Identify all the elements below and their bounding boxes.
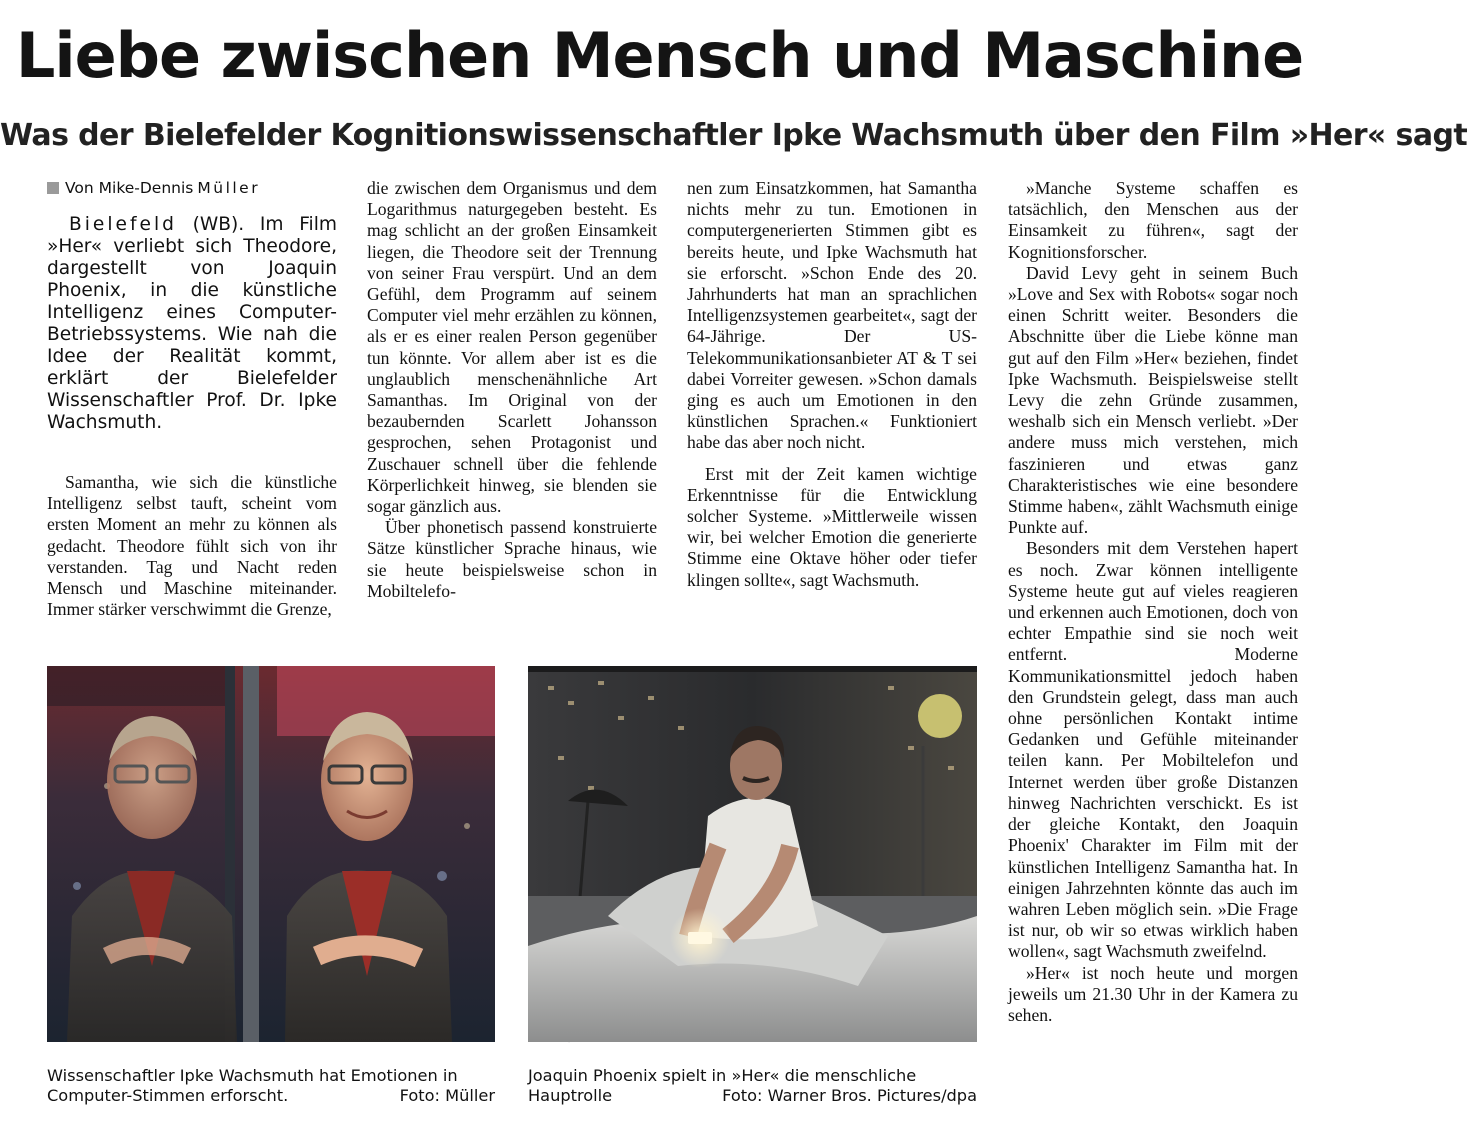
byline-square-icon: [47, 182, 59, 194]
photo-wachsmuth: [47, 666, 495, 1042]
column-1: [47, 472, 337, 620]
byline-prefix: Von Mike-Dennis: [65, 179, 194, 197]
column-3-paragraph-2: Erst mit der Zeit kamen wichtige Erkenntnisse für die Entwicklung solcher Systeme. »Mittlerweile wissen wir, bei welcher Emotion die generierte Stimme eine Oktave höher oder tiefer klingen sollte«, sagt Wachsmuth.: [687, 463, 977, 590]
caption-right-credit: Foto: Warner Bros. Pictures/dpa: [722, 1086, 977, 1105]
column-4-paragraph-3: Besonders mit dem Verstehen hapert es noch. Zwar können intelligente Systeme heute gut auf vieles reagieren und erkennen auch Emotionen, doch von echter Empathie sind sie noch weit entfernt. Moderne Kommunikationsmittel jedoch haben den Grundstein gelegt, dass man auch ohne persönlichen Kontakt intime Gedanken und Gefühle miteinander teilen kann. Per Mobiltelefon und Internet werden über große Distanzen hinweg Nachrichten verschickt. Es ist der gleiche Kontakt, den Joaquin Phoenix' Charakter im Film mit der künstlichen Intelligenz Samantha hat. In einigen Jahrzehnten könnte das auch im wahren Leben möglich sein. »Die Frage ist nur, ob wir so etwas wirklich haben wollen«, sagt Wachsmuth zweifelnd.: [1008, 538, 1298, 962]
column-2-paragraph-1: die zwischen dem Organismus und dem Logarithmus naturgegeben besteht. Es mag schlicht an der großen Einsamkeit liegen, die Theodore seit der Trennung von seiner Frau verspürt. Und an dem Gefühl, dem Programm auf seinem Computer viel mehr erzählen zu können, als er es einer realen Person gegenüber tun könnte. Vor allem aber ist es die unglaublich menschenähnliche Art Samanthas. Im Original von der bezaubernden Scarlett Johansson gesprochen, sehen Protagonist und Zuschauer schnell über die fehlende Körperlichkeit hinweg, sie blenden sie sogar gänzlich aus.: [367, 178, 657, 517]
caption-left-credit: Foto: Müller: [399, 1086, 495, 1105]
column-3-paragraph-1: nen zum Einsatzkommen, hat Samantha nichts mehr zu tun. Emotionen in computergenerierten Stimmen gibt es bereits heute, und Ipke Wachsmuth hat sie erforscht. »Schon Ende des 20. Jahrhunderts hat man an sprachlichen Intelligenzsystemen gearbeitet«, sagt der 64-Jährige. Der US-Telekommunikationsanbieter AT & T sei dabei Vorreiter gewesen. »Schon damals ging es auch um Emotionen in den künstlichen Sprachen.« Funktioniert habe das aber noch nicht.: [687, 178, 977, 453]
caption-right-line-2: Hauptrolle: [528, 1086, 613, 1105]
lead-paragraph: [47, 214, 337, 434]
caption-right-line-1: Joaquin Phoenix spielt in »Her« die menschliche: [528, 1066, 917, 1085]
column-2-paragraph-2: Über phonetisch passend konstruierte Sätze künstlicher Sprache hinaus, wie sie heute beispielsweise schon in Mobiltelefo-: [367, 517, 657, 601]
column-4-paragraph-1: »Manche Systeme schaffen es tatsächlich, den Menschen aus der Einsamkeit zu führen«, sagt der Kognitionsforscher.: [1008, 178, 1298, 262]
byline: [47, 178, 337, 198]
caption-left-line-1: Wissenschaftler Ipke Wachsmuth hat Emotionen in: [47, 1066, 458, 1085]
caption-left-line-2: Computer-Stimmen erforscht.: [47, 1086, 289, 1105]
column-3: [687, 178, 977, 591]
lead-text: (WB). Im Film »Her« verliebt sich Theodore, dargestellt von Joaquin Phoenix, in die künstliche Intelligenz eines Computer-Betriebssystems. Wie nah die Idee der Realität kommt, erklärt der Bielefelder Wissenschaftler Prof. Dr. Ipke Wachsmuth.: [47, 214, 337, 433]
column-1-paragraph-1: Samantha, wie sich die künstliche Intelligenz selbst tauft, scheint vom ersten Moment an mehr zu können als gedacht. Theodore fühlt sich von ihr verstanden. Tag und Nacht reden Mensch und Maschine miteinander. Immer stärker verschwimmt die Grenze,: [47, 472, 337, 620]
caption-left: [47, 1066, 495, 1108]
byline-lastname: Müller: [197, 179, 261, 197]
column-4: [1008, 178, 1298, 1026]
column-4-paragraph-2: David Levy geht in seinem Buch »Love and Sex with Robots« sogar noch einen Schritt weiter. Besonders die Abschnitte über die Liebe könne man gut auf den Film »Her« beziehen, findet Ipke Wachsmuth. Beispielsweise stellt Levy die zehn Gründe zusammen, weshalb sich ein Mensch verliebt. »Der andere muss mich verstehen, mich faszinieren und etwas ganz Charakteristisches wie eine besondere Stimme haben«, zählt Wachsmuth einige Punkte auf.: [1008, 262, 1298, 538]
headline: Liebe zwischen Mensch und Maschine: [15, 19, 1304, 92]
column-4-paragraph-4: »Her« ist noch heute und morgen jeweils um 21.30 Uhr in der Kamera zu sehen.: [1008, 962, 1298, 1025]
photo-wachsmuth-image: [47, 666, 495, 1042]
lead-place: Bielefeld: [69, 214, 177, 235]
photo-phoenix: [528, 666, 977, 1042]
subtitle: Was der Bielefelder Kognitionswissenschaftler Ipke Wachsmuth über den Film »Her« sagt: [0, 118, 1467, 153]
caption-right: [528, 1066, 977, 1108]
column-2: [367, 178, 657, 602]
photo-phoenix-image: [528, 666, 977, 1042]
